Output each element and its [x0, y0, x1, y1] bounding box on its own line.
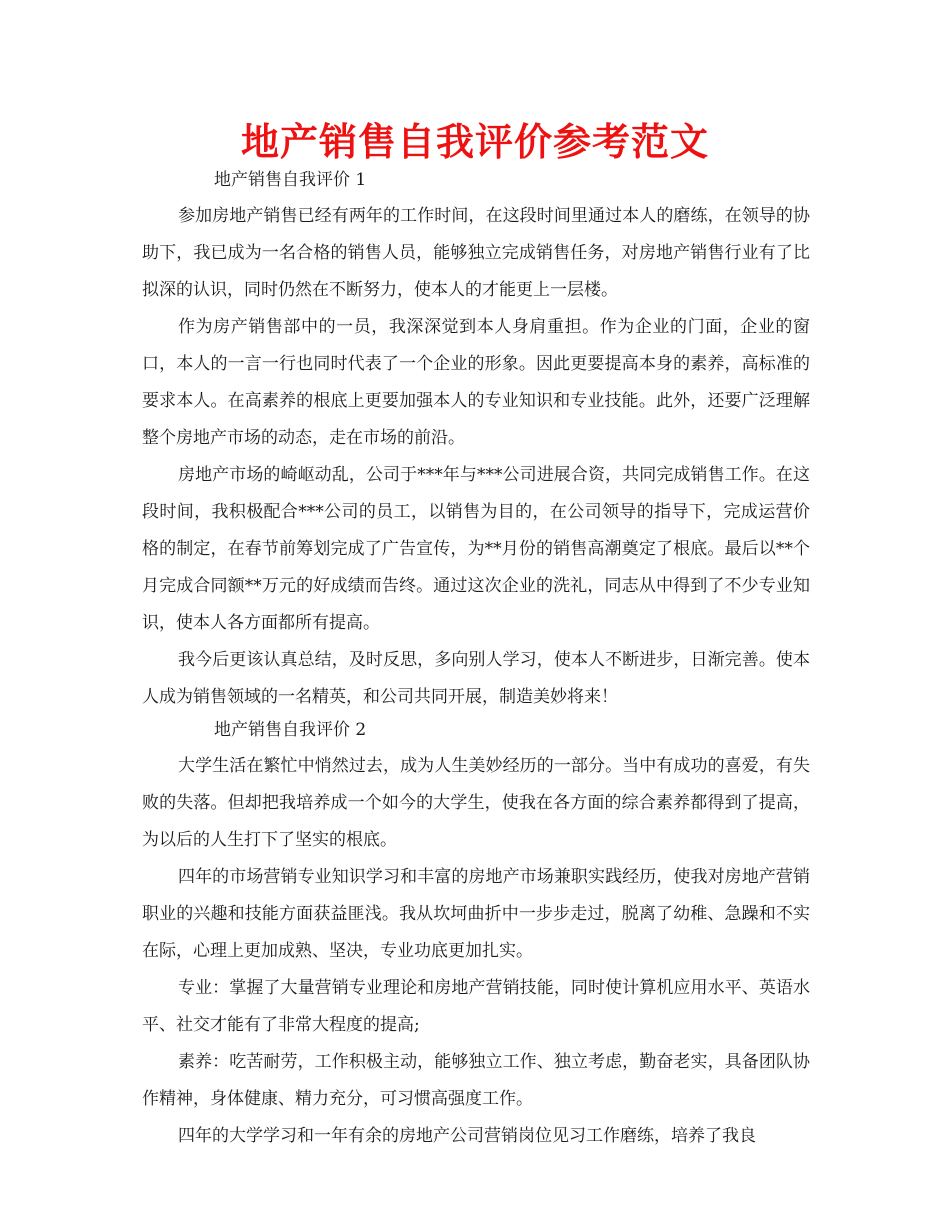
paragraph: 作为房产销售部中的一员，我深深觉到本人身肩重担。作为企业的门面，企业的窗口，本人的一言一行也同时代表了一个企业的形象。因此更要提高本身的素养，高标准的要求本人。在高素养的根底上更要加强本人的专业知识和专业技能。此外，还要广泛理解整个房地产市场的动态，走在市场的前沿。 [142, 317, 810, 448]
paragraph: 大学生活在繁忙中悄然过去，成为人生美妙经历的一部分。当中有成功的喜爱，有失败的失落。但却把我培养成一个如今的大学生，使我在各方面的综合素养都得到了提高，为以后的人生打下了坚实的根底。 [142, 756, 810, 850]
paragraph: 四年的市场营销专业知识学习和丰富的房地产市场兼职实践经历，使我对房地产营销职业的兴趣和技能方面获益匪浅。我从坎坷曲折中一步步走过，脱离了幼稚、急躁和不实在际，心理上更加成熟、坚决，专业功底更加扎实。 [142, 867, 810, 961]
paragraph: 素养：吃苦耐劳，工作积极主动，能够独立工作、独立考虑，勤奋老实，具备团队协作精神，身体健康、精力充分，可习惯高强度工作。 [142, 1052, 810, 1109]
paragraph: 四年的大学学习和一年有余的房地产公司营销岗位见习工作磨练，培养了我良 [178, 1126, 756, 1146]
paragraph: 专业：掌握了大量营销专业理论和房地产营销技能，同时使计算机应用水平、英语水平、社交才能有了非常大程度的提高; [142, 978, 810, 1035]
section-heading-2: 地产销售自我评价 2 [214, 720, 367, 740]
section-heading-1: 地产销售自我评价 1 [214, 170, 367, 190]
document-title: 地产销售自我评价参考范文 [240, 120, 709, 164]
paragraph: 参加房地产销售已经有两年的工作时间，在这段时间里通过本人的磨练，在领导的协助下，我已成为一名合格的销售人员，能够独立完成销售任务，对房地产销售行业有了比拟深的认识，同时仍然在不断努力，使本人的才能更上一层楼。 [142, 206, 810, 300]
paragraph: 房地产市场的崎岖动乱，公司于***年与***公司进展合资，共同完成销售工作。在这段时间，我积极配合***公司的员工，以销售为目的，在公司领导的指导下，完成运营价格的制定，在春节前筹划完成了广告宣传，为**月份的销售高潮奠定了根底。最后以**个月完成合同额**万元的好成绩而告终。通过这次企业的洗礼，同志从中得到了不少专业知识，使本人各方面都所有提高。 [142, 465, 810, 633]
document-body [142, 166, 810, 1155]
paragraph: 我今后更该认真总结，及时反思，多向别人学习，使本人不断进步，日渐完善。使本人成为销售领域的一名精英，和公司共同开展，制造美妙将来！ [142, 650, 810, 707]
